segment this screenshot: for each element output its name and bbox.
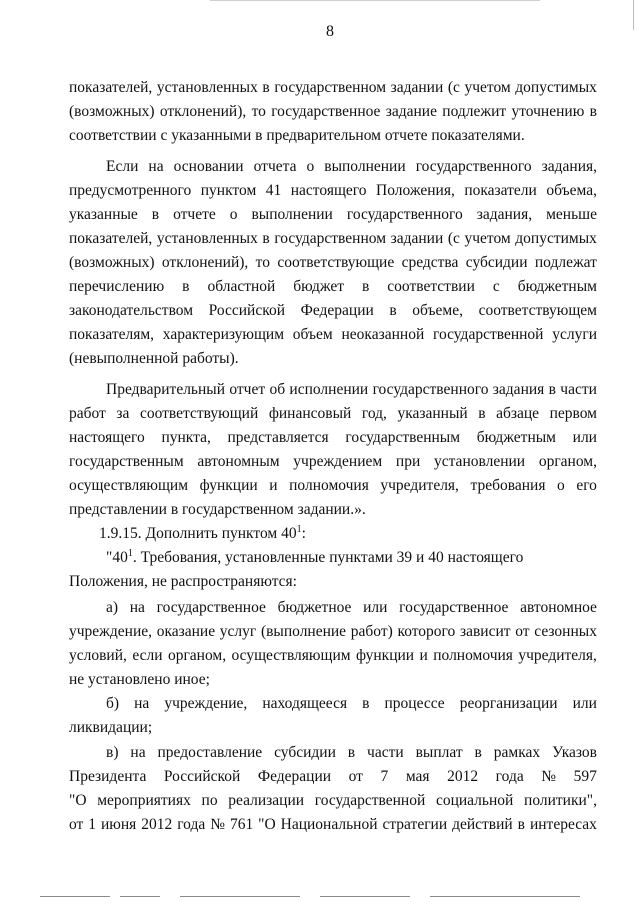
word: осуществляющим (69, 477, 189, 494)
word: выполнении (251, 206, 333, 223)
word: установлении (433, 453, 526, 470)
word: соответствующие (277, 254, 395, 271)
word: о (557, 477, 565, 494)
word: интересах (529, 816, 597, 833)
superscript: 1 (127, 547, 133, 559)
text-line (69, 598, 597, 618)
word: учреждением (293, 453, 383, 470)
word: Президента (69, 768, 147, 785)
word: услуг (219, 623, 257, 640)
word: отчете (173, 206, 216, 223)
word: 2012 (141, 816, 173, 833)
word: предусмотренного (69, 182, 192, 199)
word: июня (100, 816, 137, 833)
scan-edge-dash (320, 896, 410, 897)
scan-edge-line (210, 0, 540, 1)
word: зависит (459, 623, 511, 640)
word: бюджетным (517, 278, 597, 295)
word: (возможных) (69, 103, 155, 120)
word: подлежит (442, 103, 507, 120)
text-line (69, 452, 597, 472)
word: процессе (384, 695, 445, 712)
word: об (269, 381, 286, 398)
word: части (367, 744, 404, 761)
word: бюджет (293, 278, 345, 295)
text-line (69, 404, 597, 424)
word: задания (492, 381, 545, 398)
word: в (361, 278, 370, 295)
word: на (134, 695, 150, 712)
word: в (362, 695, 370, 712)
word: в (478, 405, 486, 422)
word: части (560, 381, 597, 398)
word: или (572, 429, 597, 446)
word: в (262, 79, 270, 96)
amendment-text: 1.9.15. Дополнить пунктом 40 (99, 525, 297, 542)
word: в (589, 103, 597, 120)
word: допустимых (515, 79, 597, 96)
word: (возможных) (69, 254, 155, 271)
text-line (69, 325, 597, 345)
word: представляется (227, 429, 329, 446)
word: пункта, (161, 429, 211, 446)
text-line (69, 157, 597, 177)
word: реорганизации (459, 695, 558, 712)
word: работ (69, 405, 106, 422)
word: № (210, 816, 225, 833)
word: Федерации (257, 768, 332, 785)
word: установленных (156, 79, 258, 96)
word: государственной (433, 326, 544, 343)
word: которого (397, 623, 456, 640)
word: соответствующем (478, 302, 597, 319)
word: государственным (69, 453, 184, 470)
text-line (69, 646, 597, 666)
word: уточнению (511, 103, 585, 120)
text-line (69, 428, 597, 448)
word: а) (106, 599, 119, 616)
word: учредителя, (518, 647, 597, 664)
word: средства (401, 254, 459, 271)
word: задании (390, 79, 444, 96)
word: в (182, 278, 190, 295)
word: от (348, 768, 363, 785)
text-line (69, 694, 597, 714)
word: областной (207, 278, 276, 295)
word: если (132, 647, 163, 664)
text-line-amendment (99, 524, 597, 544)
word: абзаце (496, 405, 540, 422)
text-line (69, 253, 597, 273)
word: финансовый (268, 405, 352, 422)
text-line (69, 229, 597, 249)
word: действий (452, 816, 513, 833)
word: выполнении (324, 158, 406, 175)
superscript: 1 (296, 523, 302, 535)
text-line (69, 743, 597, 763)
word: учетом (464, 230, 511, 247)
word: в (548, 381, 556, 398)
word: настоящего (69, 429, 145, 446)
word: политики", (524, 792, 597, 809)
text-line (69, 476, 597, 496)
word: неоказанной (341, 326, 425, 343)
word: автономное (520, 599, 597, 616)
word: полномочия (433, 647, 513, 664)
scan-edge-dash (430, 896, 580, 897)
word: года (177, 816, 206, 833)
word: в (151, 206, 160, 223)
text-line (69, 815, 597, 835)
word: Если (106, 158, 139, 175)
word: государственного (346, 206, 463, 223)
word: Указов (552, 744, 597, 761)
word: соответствии (387, 278, 475, 295)
item-text: . Требования, установленные пунктами 39 и 40 настоящего (132, 549, 524, 566)
word: показателям, (69, 326, 155, 343)
word: субсидии (465, 254, 528, 271)
word: требования (470, 477, 546, 494)
word: от (515, 623, 530, 640)
word: субсидии (274, 744, 336, 761)
word: на (130, 744, 146, 761)
word: учетом (464, 79, 511, 96)
text-line (69, 78, 597, 98)
word: указанные (69, 206, 138, 223)
word: года (495, 768, 524, 785)
word: государственном (274, 79, 387, 96)
word: 1 (88, 816, 97, 833)
word: пунктом (200, 182, 257, 199)
word: год, (361, 405, 387, 422)
word: 7 (380, 768, 389, 785)
word: основании (173, 158, 244, 175)
word: задания, (541, 158, 597, 175)
word: задании (390, 230, 444, 247)
word: соответствующий (139, 405, 259, 422)
word: указанный (397, 405, 468, 422)
word: в (262, 230, 270, 247)
text-line: соответствии с указанными в предварительном отчете показателями. (69, 127, 525, 144)
word: и (269, 477, 278, 494)
scan-edge-dash (40, 896, 110, 897)
word: в (347, 744, 356, 761)
word: рамках (493, 744, 541, 761)
colon: : (301, 525, 306, 542)
word: законодательством (69, 302, 194, 319)
word: органом, (167, 647, 227, 664)
word: показателей, (69, 79, 153, 96)
text-line: представлении в государственном задании.». (69, 501, 366, 518)
word: объем (292, 326, 333, 343)
word: допустимых (515, 230, 597, 247)
word: первом (549, 405, 597, 422)
word: услуги (552, 326, 597, 343)
word: отчета (253, 158, 297, 175)
word: (выполнение (260, 623, 347, 640)
word: Федерации (300, 302, 374, 319)
word: на (129, 599, 145, 616)
scan-edge-dash (120, 896, 160, 897)
word: характеризующим (162, 326, 285, 343)
word: государственное (399, 599, 509, 616)
word: государственное (271, 103, 381, 120)
page-number: 8 (326, 23, 334, 40)
word: в (517, 816, 525, 833)
word: отклонений), (161, 254, 249, 271)
text-line (69, 205, 597, 225)
word: "О (258, 816, 276, 833)
word: осуществляющим (231, 647, 351, 664)
word: 597 (573, 768, 597, 785)
word: или (572, 695, 597, 712)
word: меньше (546, 206, 597, 223)
word: (с (447, 79, 460, 96)
word: в (474, 744, 482, 761)
word: Российской (163, 768, 241, 785)
text-line-40-1 (106, 548, 597, 568)
word: показатели (464, 182, 537, 199)
word: 2012 (447, 768, 479, 785)
word: Национальной (280, 816, 378, 833)
word: на (148, 158, 164, 175)
word: государственной (314, 792, 426, 809)
word: 41 (265, 182, 282, 199)
text-line: не установлено иное; (69, 671, 210, 688)
word: подлежат (534, 254, 597, 271)
word: (с (447, 230, 460, 247)
word: сезонных (534, 623, 597, 640)
word: функции (199, 477, 258, 494)
word: учредителя, (380, 477, 459, 494)
word: при (395, 453, 421, 470)
word: учреждение, (69, 623, 152, 640)
word: Положения, (376, 182, 455, 199)
word: Российской (208, 302, 286, 319)
word: № (541, 768, 557, 785)
text-line (69, 622, 597, 642)
text-line (69, 301, 597, 321)
word: настоящего (290, 182, 367, 199)
word: о (229, 206, 238, 223)
word: в) (106, 744, 119, 761)
word: предоставление (157, 744, 263, 761)
item-number: "40 (106, 549, 128, 566)
word: бюджетное (277, 599, 352, 616)
word: условий, (69, 647, 127, 664)
word: по (201, 792, 218, 809)
text-line (69, 380, 597, 400)
word: установленных (156, 230, 258, 247)
word: отклонений), (159, 103, 247, 120)
text-line: Положения, не распространяются: (69, 573, 297, 590)
text-line: ликвидации; (69, 719, 153, 736)
word: объеме, (412, 302, 463, 319)
word: "О (69, 792, 87, 809)
word: бюджетным (476, 429, 556, 446)
text-line (69, 102, 597, 122)
word: полномочия (289, 477, 369, 494)
word: мая (405, 768, 430, 785)
word: государственного (372, 381, 489, 398)
word: отчет (229, 381, 266, 398)
word: б) (106, 695, 120, 712)
word: исполнении (289, 381, 369, 398)
word: оказание (156, 623, 216, 640)
word: государственном (274, 230, 387, 247)
word: объема, (546, 182, 597, 199)
word: с (492, 278, 500, 295)
text-line: (невыполненной работы). (69, 350, 239, 367)
word: государственного (415, 158, 532, 175)
word: или (363, 599, 388, 616)
word: то (255, 254, 270, 271)
word: о (306, 158, 315, 175)
word: функции (355, 647, 415, 664)
word: работ) (350, 623, 393, 640)
text-line (69, 277, 597, 297)
word: 761 (229, 816, 254, 833)
word: органом, (538, 453, 597, 470)
word: перечислению (69, 278, 165, 295)
word: учреждение, (164, 695, 248, 712)
word: и (419, 647, 428, 664)
word: мероприятиях (97, 792, 191, 809)
word: стратегии (382, 816, 448, 833)
text-line (69, 791, 597, 811)
word: государственное (156, 599, 266, 616)
word: задания, (476, 206, 533, 223)
word: от (69, 816, 84, 833)
word: задание (385, 103, 437, 120)
word: показателей, (69, 230, 153, 247)
text-line (69, 181, 597, 201)
word: автономным (197, 453, 280, 470)
word: государственным (345, 429, 461, 446)
scan-edge-dash (180, 896, 300, 897)
word: Предварительный (106, 381, 226, 398)
word: в (389, 302, 397, 319)
word: то (251, 103, 266, 120)
word: находящееся (262, 695, 348, 712)
word: выплат (415, 744, 463, 761)
word: реализации (228, 792, 305, 809)
word: его (576, 477, 597, 494)
word: за (116, 405, 130, 422)
word: социальной (435, 792, 514, 809)
text-line (69, 767, 597, 787)
